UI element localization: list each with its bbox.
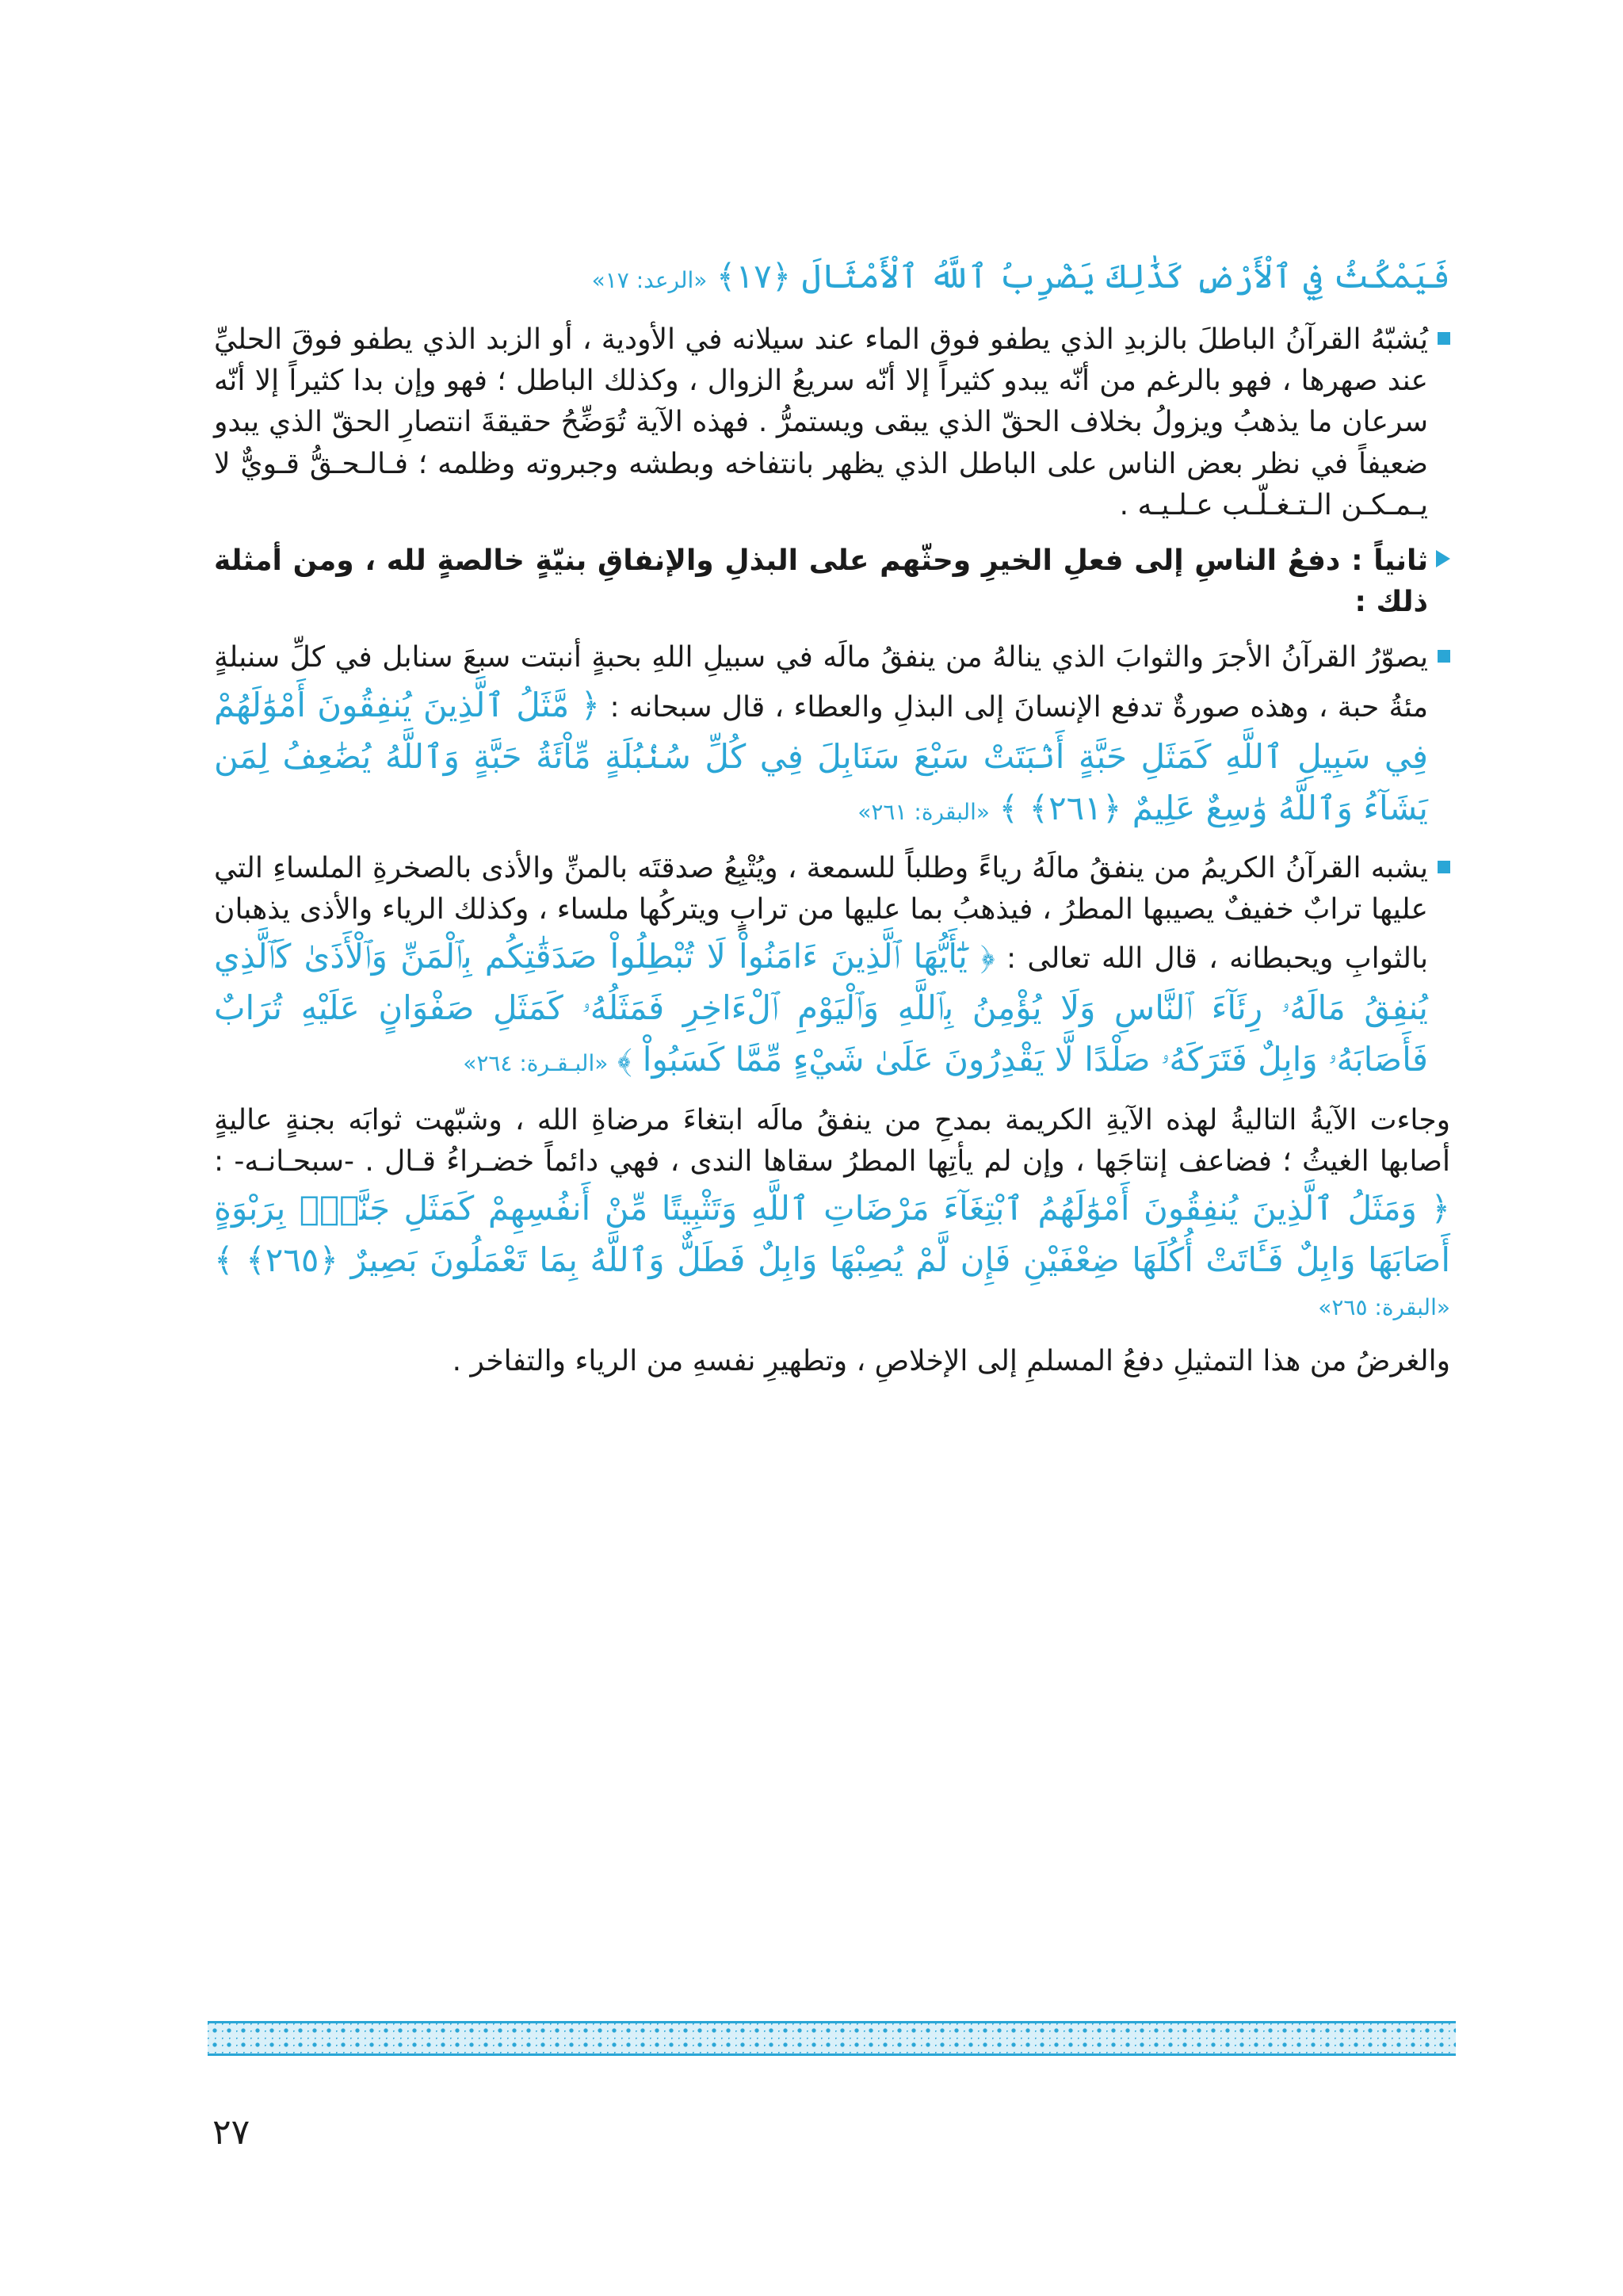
reference-rad-17: «الرعد: ١٧» [591,267,708,293]
heading-text: ثانياً : دفعُ الناسِ إلى فعلِ الخيرِ وحثّهم على البذلِ والإنفاقِ بنيّةٍ خالصةٍ لله ، ومن أمثلة ذلك : [214,544,1428,619]
paragraph-falsehood-foam [214,319,1450,526]
reference-baqarah-261: «البقرة: ٢٦١» [857,798,991,825]
paragraph-text: يصوّرُ القرآنُ الأجرَ والثوابَ الذي ينالهُ من ينفقُ مالَه في سبيلِ اللهِ بحبةٍ أنبتت سبعَ سنابل في كلِّ سنبلةٍ مئةُ حبة ، وهذه صورةٌ تدفع الإنسانَ إلى البذلِ والعطاء ، قال سبحانه : [214,641,1428,724]
reference-baqarah-264: «البـقـرة: ٢٦٤» [463,1050,609,1077]
page-content [214,246,1450,1382]
verse-baqarah-261: ﴿ مَّثَلُ ٱلَّذِينَ يُنفِقُونَ أَمْوَٰلَهُمْ فِي سَبِيلِ ٱللَّهِ كَمَثَلِ حَبَّةٍ أَنۢبَتَتْ سَبْعَ سَنَابِلَ فِي كُلِّ سُنۢبُلَةٍ مِّاْئَةُ حَبَّةٍ وَٱللَّهُ يُضَٰعِفُ لِمَن يَشَآءُ وَٱللَّهُ وَٰسِعٌ عَلِيمٌ ﴿٢٦١﴾ ﴾ [214,685,1428,827]
section-heading-spending [214,541,1450,623]
paragraph-text: يشبه القرآنُ الكريمُ من ينفقُ مالَهُ رياءً وطلباً للسمعة ، ويُتْبِعُ صدقتَه بالمنِّ والأذى بالصخرةِ الملساءِ التي عليها ترابٌ خفيفٌ يصيبها المطرُ ، فيذهبُ بما عليها من ترابٍ ويتركُها ملساء ، وكذلك الرياء والأذى يذهبان بالثوابِ ويحبطانه ، قال الله تعالى : [214,851,1429,976]
verse-block-rad [214,250,1450,302]
arrow-icon [1436,550,1450,567]
paragraph-text: يُشبّهُ القرآنُ الباطلَ بالزبدِ الذي يطفو فوق الماء عند سيلانه في الأودية ، أو الزبد الذي يطفو فوقَ الحليِّ عند صهرها ، فهو بالرغم من أنّه يبدو كثيراً إلا أنّه سريعُ الزوال ، وكذلك الباطل ؛ فهو وإن بدا كثيراً إلا أنّه سرعان ما يذهبُ ويزولُ بخلاف الحقّ الذي يبقى ويستمرُّ . فهذه الآية تُوَضِّحُ حقيقةَ انتصارِ الحقّ الذي يبدو ضعيفاً في نظر بعض الناس على الباطل الذي يظهر بانتفاخه وبطشه وجبروته وظلمه ؛ فـالـحـقُّ قـويٌّ لا يـمـكـن الـتـغـلّـب عـلـيـه . [214,323,1428,521]
verse-baqarah-264: ﴿ يَٰٓأَيُّهَا ٱلَّذِينَ ءَامَنُواْ لَا تُبْطِلُواْ صَدَقَٰتِكُم بِٱلْمَنِّ وَٱلْأَذَىٰ كَٱلَّذِي يُنفِقُ مَالَهُۥ رِئَآءَ ٱلنَّاسِ وَلَا يُؤْمِنُ بِٱللَّهِ وَٱلْيَوْمِ ٱلْءَاخِرِ فَمَثَلُهُۥ كَمَثَلِ صَفْوَانٍ عَلَيْهِ تُرَابٌ فَأَصَابَهُۥ وَابِلٌ فَتَرَكَهُۥ صَلْدًا لَّا يَقْدِرُونَ عَلَىٰ شَيْءٍ مِّمَّا كَسَبُواْ ﴾ [214,937,1428,1079]
paragraph-seed-parable [214,637,1450,833]
conclusion-paragraph: والغرضُ من هذا التمثيلِ دفعُ المسلمِ إلى الإخلاصِ ، وتطهيرِ نفسهِ من الرياء والتفاخر . [452,1345,1450,1378]
reference-baqarah-265: «البقرة: ٢٦٥» [1318,1294,1450,1321]
page-number: ٢٧ [212,2112,250,2153]
decorative-divider [208,2021,1456,2056]
paragraph-garden-parable [214,1100,1450,1328]
square-bullet-icon [1438,650,1450,663]
paragraph-rock-parable [214,848,1450,1086]
square-bullet-icon [1438,861,1450,873]
paragraph-text: وجاءت الآيةُ التاليةُ لهذه الآيةِ الكريمة بمدحِ من ينفقُ مالَه ابتغاءَ مرضاةِ الله ، وشبّهت ثوابَه بجنةٍ عاليةٍ أصابها الغيثُ ؛ فضاعف إنتاجَها ، وإن لم يأتِها المطرُ سقاها الندى ، فهي دائماً خضـراءُ قـال . -سبحـانـه- : [214,1103,1450,1178]
verse-rad-17: فَيَمْكُثُ فِي ٱلْأَرْضِ كَذَٰلِكَ يَضْرِبُ ٱللَّهُ ٱلْأَمْثَالَ ﴿١٧﴾ [716,257,1450,296]
verse-baqarah-265: ﴿ وَمَثَلُ ٱلَّذِينَ يُنفِقُونَ أَمْوَٰلَهُمُ ٱبْتِغَآءَ مَرْضَاتِ ٱللَّهِ وَتَثْبِيتًا مِّنْ أَنفُسِهِمْ كَمَثَلِ جَنَّةٍۭ بِرَبْوَةٍ أَصَابَهَا وَابِلٌ فَـَٔاتَتْ أُكُلَهَا ضِعْفَيْنِ فَإِن لَّمْ يُصِبْهَا وَابِلٌ فَطَلٌّ وَٱللَّهُ بِمَا تَعْمَلُونَ بَصِيرٌ ﴿٢٦٥﴾ ﴾ [214,1188,1450,1279]
square-bullet-icon [1438,332,1450,345]
